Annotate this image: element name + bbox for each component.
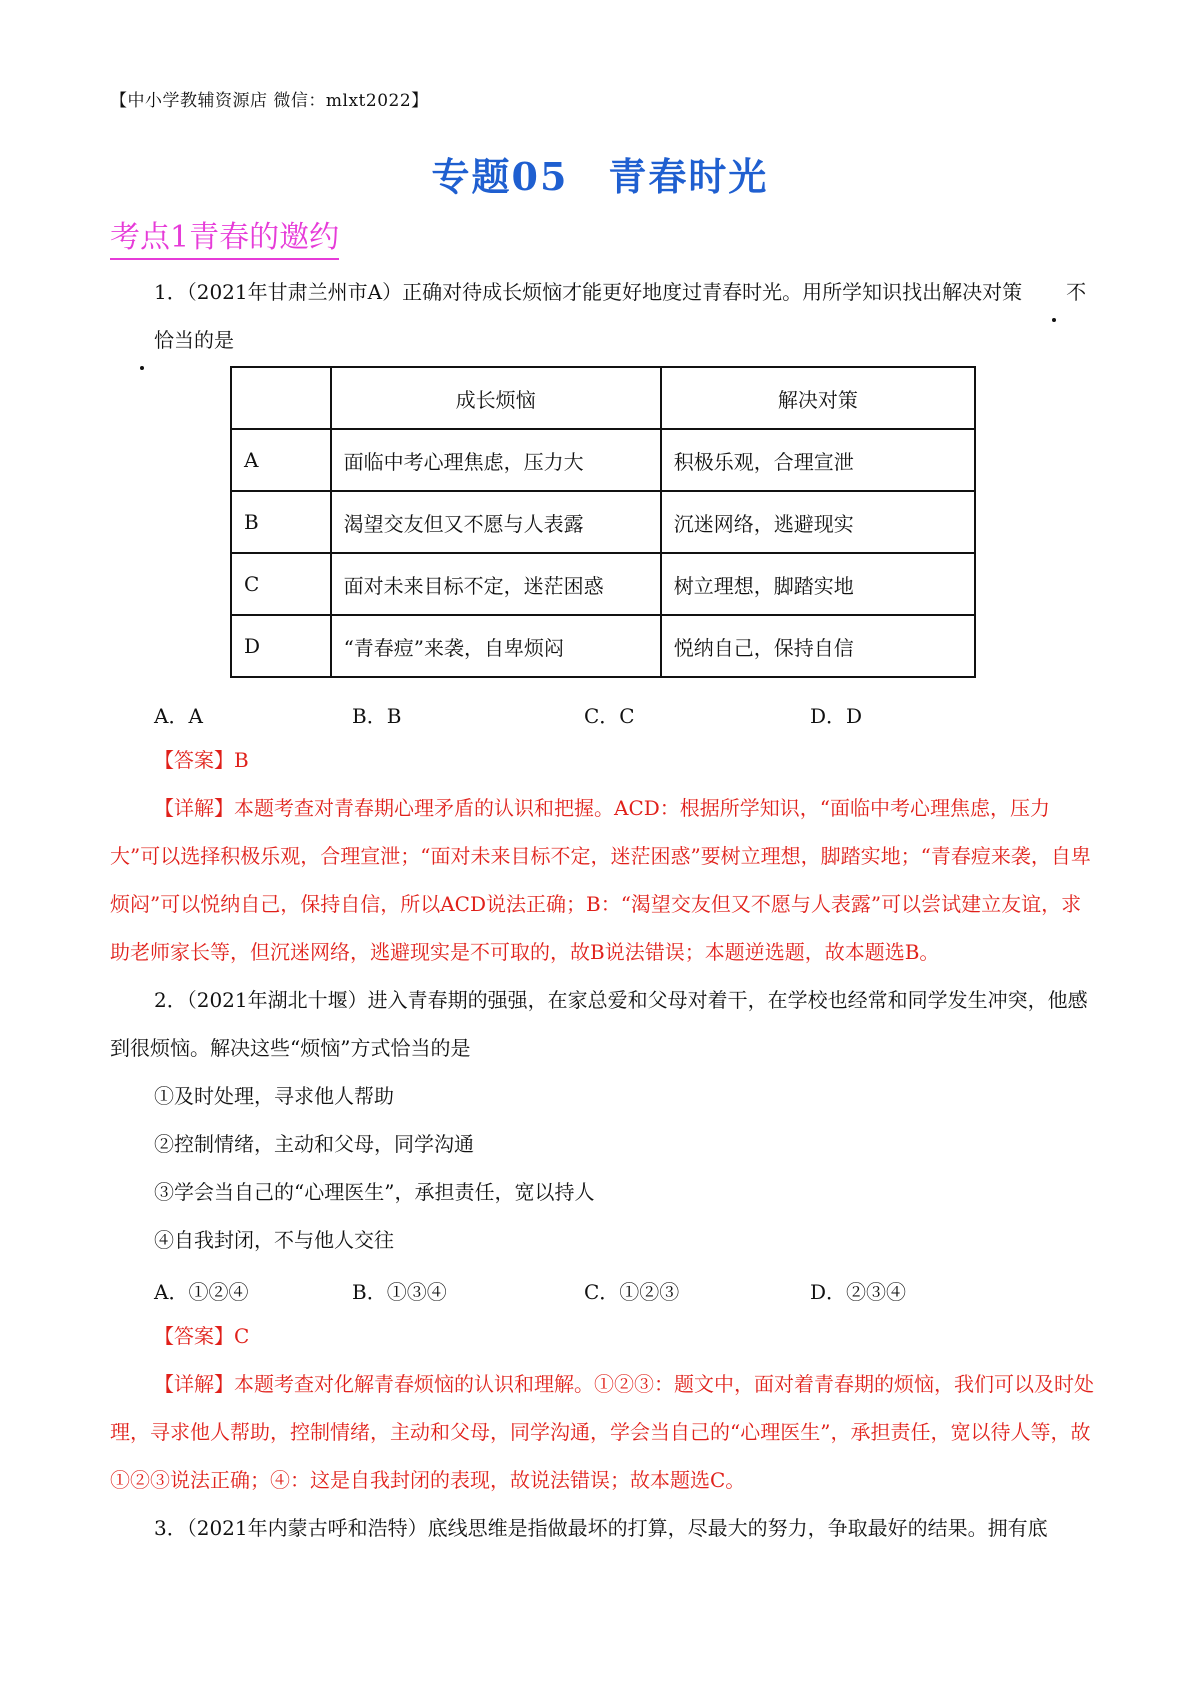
question-2-answer: 【答案】C	[154, 1324, 250, 1348]
question-1-stem	[110, 268, 1100, 364]
question-2-stem: 2．（2021年湖北十堰）进入青春期的强强，在家总爱和父母对着干，在学校也经常和同学发生冲突，他感到很烦恼。解决这些“烦恼”方式恰当的是	[110, 988, 1088, 1060]
table-cell: C	[231, 553, 331, 615]
table-header-cell: 成长烦恼	[331, 367, 661, 429]
table-cell: B	[231, 491, 331, 553]
table-cell: 积极乐观，合理宣泄	[661, 429, 975, 491]
question-1-answer: 【答案】B	[154, 748, 249, 772]
question-2-item-1: ①及时处理，寻求他人帮助	[154, 1084, 394, 1108]
option-a: A．①②④	[154, 1280, 249, 1304]
table-row	[231, 615, 975, 677]
question-2-item-2: ②控制情绪，主动和父母，同学沟通	[154, 1132, 474, 1156]
table-header-cell	[231, 367, 331, 429]
question-2-item-3: ③学会当自己的“心理医生”，承担责任，宽以持人	[154, 1180, 595, 1204]
option-b: B．B	[352, 704, 402, 728]
table-cell: “青春痘”来袭，自卑烦闷	[331, 615, 661, 677]
option-c: C．①②③	[584, 1280, 680, 1304]
table-cell: 面临中考心理焦虑，压力大	[331, 429, 661, 491]
table-cell: 树立理想，脚踏实地	[661, 553, 975, 615]
question-1-stem-end: 当的是	[174, 328, 234, 352]
header-note: 【中小学教辅资源店 微信：mlxt2022】	[110, 91, 429, 111]
table-cell: D	[231, 615, 331, 677]
emphasis-char-qia: 恰	[110, 316, 174, 364]
emphasis-char-bu: 不	[1022, 268, 1086, 316]
table-row	[231, 429, 975, 491]
section-heading: 考点1青春的邀约	[110, 220, 339, 260]
option-d: D．②③④	[810, 1280, 907, 1304]
table-cell: 渴望交友但又不愿与人表露	[331, 491, 661, 553]
table-header-row	[231, 367, 975, 429]
table-row	[231, 553, 975, 615]
question-1-stem-text: 1．（2021年甘肃兰州市A）正确对待成长烦恼才能更好地度过青春时光。用所学知识找出解决对策	[154, 280, 1023, 304]
question-2-analysis: 【详解】本题考查对化解青春烦恼的认识和理解。①②③：题文中，面对着青春期的烦恼，我们可以及时处理，寻求他人帮助，控制情绪，主动和父母，同学沟通，学会当自己的“心理医生”，承担责任，宽以待人等，故①②③说法正确；④：这是自我封闭的表现，故说法错误；故本题选C。	[110, 1372, 1094, 1492]
table-row	[231, 491, 975, 553]
table-cell: 沉迷网络，逃避现实	[661, 491, 975, 553]
table-cell: 悦纳自己，保持自信	[661, 615, 975, 677]
page-title: 专题05 青春时光	[431, 154, 769, 199]
option-d: D．D	[810, 704, 863, 728]
question-3-stem: 3．（2021年内蒙古呼和浩特）底线思维是指做最坏的打算，尽最大的努力，争取最好的结果。拥有底	[154, 1516, 1048, 1540]
table-cell: 面对未来目标不定，迷茫困惑	[331, 553, 661, 615]
option-a: A．A	[154, 704, 203, 728]
option-c: C．C	[584, 704, 635, 728]
question-1-table	[230, 366, 976, 678]
table-header-cell: 解决对策	[661, 367, 975, 429]
option-b: B．①③④	[352, 1280, 447, 1304]
question-2-item-4: ④自我封闭，不与他人交往	[154, 1228, 394, 1252]
question-1-analysis: 【详解】本题考查对青春期心理矛盾的认识和把握。ACD：根据所学知识，“面临中考心理焦虑，压力大”可以选择积极乐观，合理宣泄；“面对未来目标不定，迷茫困惑”要树立理想，脚踏实地；“青春痘来袭，自卑烦闷”可以悦纳自己，保持自信，所以ACD说法正确；B：“渴望交友但又不愿与人表露”可以尝试建立友谊，求助老师家长等，但沉迷网络，逃避现实是不可取的，故B说法错误；本题逆选题，故本题选B。	[110, 796, 1091, 964]
table-cell: A	[231, 429, 331, 491]
